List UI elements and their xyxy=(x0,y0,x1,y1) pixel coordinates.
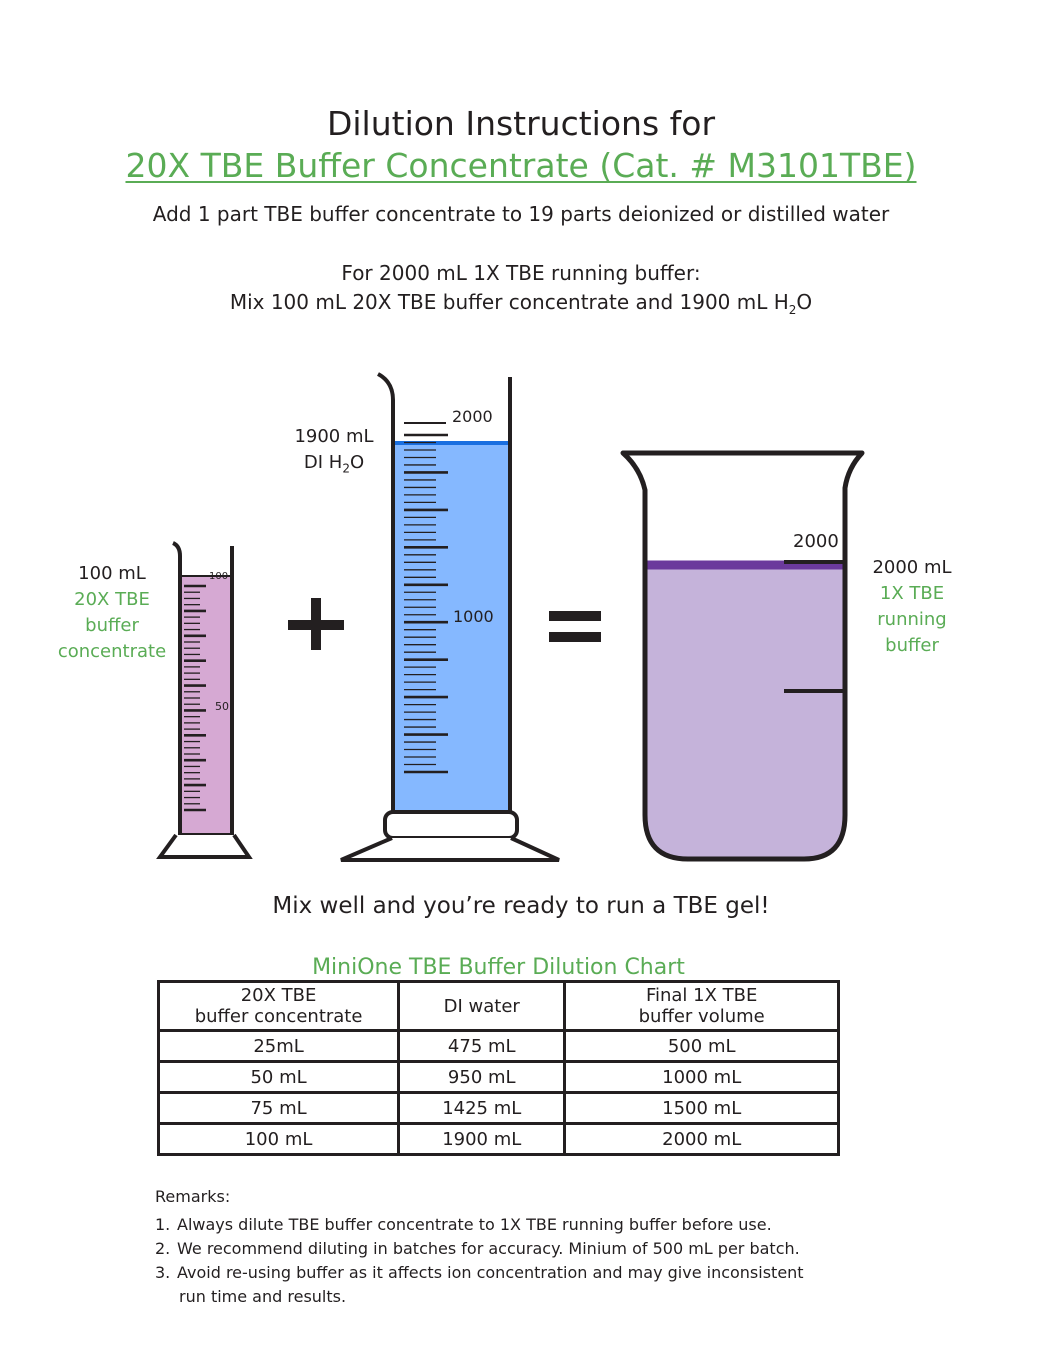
concentrate-name-line2: buffer xyxy=(85,615,139,636)
water-name-end: O xyxy=(349,452,365,473)
page-title: Dilution Instructions for xyxy=(326,104,716,143)
table-cell: 1000 mL xyxy=(565,1062,839,1093)
equals-sign xyxy=(549,611,601,642)
remark-item xyxy=(155,1237,804,1261)
header-di-water: DI water xyxy=(399,982,565,1031)
mix-instruction-end: O xyxy=(796,290,813,314)
remark-number: 3. xyxy=(155,1263,171,1282)
running-buffer-label xyxy=(862,555,962,659)
table-cell: 1500 mL xyxy=(565,1093,839,1124)
running-buffer-volume-label: 2000 mL xyxy=(872,557,952,578)
table-cell: 1425 mL xyxy=(399,1093,565,1124)
large-cylinder-base xyxy=(341,838,559,860)
remark-continuation: run time and results. xyxy=(179,1287,347,1306)
mixed-buffer-liquid xyxy=(646,562,844,858)
product-title: 20X TBE Buffer Concentrate (Cat. # M3101TBE) xyxy=(125,146,917,185)
header-concentrate: 20X TBE buffer concentrate xyxy=(159,982,399,1031)
plus-sign xyxy=(288,598,344,650)
large-tick-label-mid: 1000 xyxy=(453,607,494,626)
table-cell: 1900 mL xyxy=(399,1124,565,1155)
small-tick-label-mid: 50 xyxy=(215,700,229,713)
table-cell: 25mL xyxy=(159,1031,399,1062)
table-row xyxy=(159,1093,839,1124)
table-cell: 950 mL xyxy=(399,1062,565,1093)
mix-instruction-main: Mix 100 mL 20X TBE buffer concentrate and 1900 mL H xyxy=(229,290,789,314)
dilution-table xyxy=(157,980,840,1156)
table-row xyxy=(159,1062,839,1093)
remark-item xyxy=(155,1213,804,1237)
table-cell: 475 mL xyxy=(399,1031,565,1062)
remark-number: 1. xyxy=(155,1215,171,1234)
volume-target-text: For 2000 mL 1X TBE running buffer: xyxy=(341,261,701,285)
water-name-main: DI H xyxy=(303,452,343,473)
remarks-heading: Remarks: xyxy=(155,1187,231,1206)
water-name-subscript: 2 xyxy=(342,461,350,476)
small-cylinder-base xyxy=(160,835,249,857)
large-tick-label-top: 2000 xyxy=(452,407,493,426)
large-cylinder-collar xyxy=(385,812,517,838)
concentrate-label xyxy=(42,561,182,665)
remark-item xyxy=(155,1261,804,1285)
header-final-volume: Final 1X TBE buffer volume xyxy=(565,982,839,1031)
table-cell: 2000 mL xyxy=(565,1124,839,1155)
running-buffer-name-line3: buffer xyxy=(885,635,939,656)
running-buffer-name-line1: 1X TBE xyxy=(879,583,945,604)
table-cell: 75 mL xyxy=(159,1093,399,1124)
remark-text: We recommend diluting in batches for accuracy. Minium of 500 mL per batch. xyxy=(177,1239,800,1258)
table-cell: 100 mL xyxy=(159,1124,399,1155)
water-name-label xyxy=(274,450,394,482)
concentrate-name-line1: 20X TBE xyxy=(74,589,150,610)
concentrate-volume-label: 100 mL xyxy=(78,563,146,584)
remark-text: Always dilute TBE buffer concentrate to 1X TBE running buffer before use. xyxy=(177,1215,772,1234)
concentrate-name-line3: concentrate xyxy=(57,641,167,662)
remarks-section xyxy=(155,1185,804,1309)
dilution-ratio-text: Add 1 part TBE buffer concentrate to 19 parts deionized or distilled water xyxy=(152,202,890,226)
running-buffer-name-line2: running xyxy=(877,609,947,630)
table-row xyxy=(159,1124,839,1155)
water-volume-label: 1900 mL xyxy=(294,426,374,447)
mix-well-text: Mix well and you’re ready to run a TBE gel! xyxy=(272,893,770,919)
water-liquid xyxy=(395,443,508,811)
table-cell: 500 mL xyxy=(565,1031,839,1062)
mix-instruction-text xyxy=(0,290,1042,317)
water-label xyxy=(274,424,394,482)
beaker xyxy=(623,453,862,859)
beaker-tick-label-top: 2000 xyxy=(793,531,839,552)
mix-instruction-subscript: 2 xyxy=(788,303,797,317)
remark-text: Avoid re-using buffer as it affects ion concentration and may give inconsistent xyxy=(177,1263,804,1282)
remark-number: 2. xyxy=(155,1239,171,1258)
table-header-row xyxy=(159,982,839,1031)
table-row xyxy=(159,1031,839,1062)
chart-title: MiniOne TBE Buffer Dilution Chart xyxy=(312,955,685,980)
table-cell: 50 mL xyxy=(159,1062,399,1093)
small-tick-label-top: 100 xyxy=(209,571,229,582)
